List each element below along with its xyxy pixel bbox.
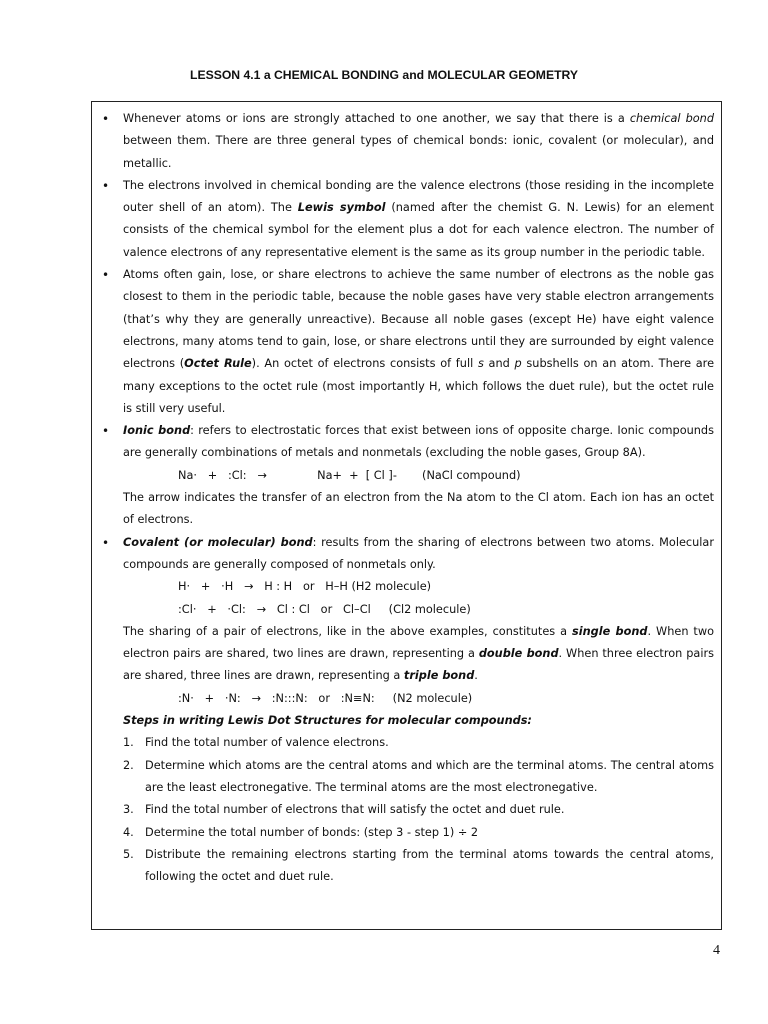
step-item: 3. Find the total number of electrons that will satisfy the octet and duet rule. (123, 803, 565, 817)
bullet-marker: • (102, 178, 110, 193)
paragraph: Ionic bond: refers to electrostatic forces that exist between ions of opposite charge. Ionic compounds are generally combinations of metals and nonmetals (excluding the noble gases, Group 8A). (123, 424, 714, 460)
step-item: 1. Find the total number of valence electrons. (123, 736, 389, 750)
bullet-marker: • (102, 424, 110, 439)
paragraph: Whenever atoms or ions are strongly attached to one another, we say that there is a chemical bond between them. There are three general types of chemical bonds: ionic, covalent (or molecular), and metallic. (123, 112, 714, 170)
bullet-valence-electrons (102, 175, 715, 264)
bullet-marker: • (102, 112, 110, 126)
paragraph: The arrow indicates the transfer of an electron from the Na atom to the Cl atom. Each ion has an octet of electrons. (123, 491, 714, 527)
bullet-marker: • (102, 535, 110, 550)
paragraph: The electrons involved in chemical bonding are the valence electrons (those residing in the incomplete outer shell of an atom). The Lewis symbol (named after the chemist G. N. Lewis) for an element consists of the chemical symbol for the element plus a dot for each valence electron. The number of valence electrons of any representative element is the same as its group number in the periodic table. (123, 178, 715, 259)
ionic-equation: Na· + :Cl: → Na+ + [ Cl ]- (NaCl compound) (178, 468, 521, 482)
hydrogen-equation: H· + ·H → H : H or H–H (H2 molecule) (178, 580, 432, 594)
lesson-content (102, 108, 715, 888)
step-item: 5. Distribute the remaining electrons starting from the terminal atoms towards the central atoms, following the octet and duet rule. (123, 847, 714, 884)
bullet-chemical-bond (102, 108, 714, 175)
step-item: 4. Determine the total number of bonds: (step 3 - step 1) ÷ 2 (123, 825, 479, 839)
paragraph: Covalent (or molecular) bond: results from the sharing of electrons between two atoms. Molecular compounds are generally composed of nonmetals only. (123, 535, 714, 571)
step-item: 2. Determine which atoms are the central atoms and which are the terminal atoms. The central atoms are the least electronegative. The terminal atoms are the most electronegative. (123, 758, 714, 794)
bullet-ionic-bond (102, 420, 714, 531)
steps-heading: Steps in writing Lewis Dot Structures for molecular compounds: (123, 714, 532, 728)
page-title: LESSON 4.1 a CHEMICAL BONDING and MOLECULAR GEOMETRY (190, 68, 578, 82)
nitrogen-equation: :N· + ·N: → :N:::N: or :N≡N: (N2 molecule) (178, 691, 473, 705)
bullet-covalent-bond (102, 532, 714, 889)
page-number: 4 (713, 943, 720, 958)
chlorine-equation: :Cl· + ·Cl: → Cl : Cl or Cl–Cl (Cl2 molecule) (178, 602, 471, 616)
bullet-marker: • (102, 268, 110, 283)
paragraph: The sharing of a pair of electrons, like in the above examples, constitutes a single bond. When two electron pairs are shared, two lines are drawn, representing a double bond. When three electron pairs are shared, three lines are drawn, representing a triple bond. (123, 624, 714, 683)
bullet-octet-rule (102, 264, 715, 420)
paragraph: Atoms often gain, lose, or share electrons to achieve the same number of electrons as the noble gas closest to them in the periodic table, because the noble gases have very stable electron arrangements (that’s why they are generally unreactive). Because all noble gases (except He) have eight valence electrons, many atoms tend to gain, lose, or share electrons until they are surrounded by eight valence electrons (Octet Rule). An octet of electrons consists of full s and p subshells on an atom. There are many exceptions to the octet rule (most importantly H, which follows the duet rule), but the octet rule is still very useful. (123, 268, 715, 415)
